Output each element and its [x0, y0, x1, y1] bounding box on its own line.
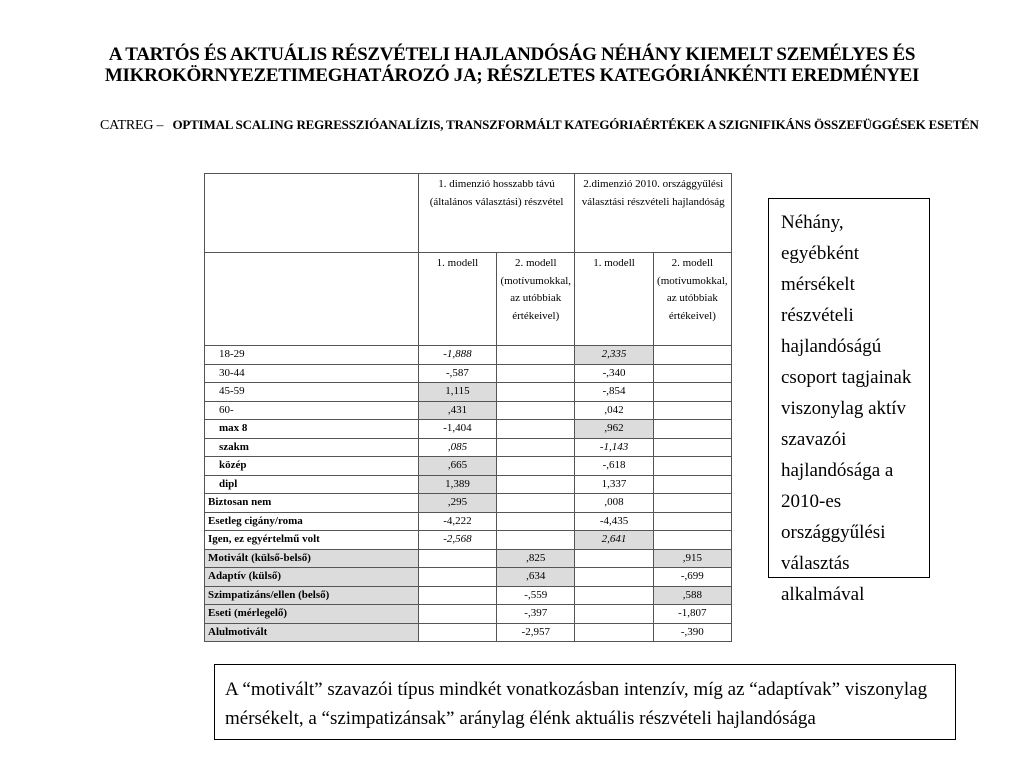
table-row — [205, 364, 732, 383]
table-row — [205, 346, 732, 365]
table-row — [205, 475, 732, 494]
row-label: Adaptív (külső) — [205, 568, 419, 587]
subtitle — [100, 117, 979, 134]
cell-c4 — [653, 364, 731, 383]
cell-c2: ,634 — [497, 568, 575, 587]
row-label: 30-44 — [205, 364, 419, 383]
side-note: Néhány, egyébként mérsékelt részvételi hajlandóságú csoport tagjainak viszonylag aktív szavazói hajlandósága a 2010-es országgyűlési választás alkalmával — [768, 198, 930, 578]
cell-c4 — [653, 494, 731, 513]
cell-c1: 1,115 — [418, 383, 496, 402]
table-header-row-dimensions — [205, 174, 732, 253]
row-label: 60- — [205, 401, 419, 420]
cell-c2 — [497, 401, 575, 420]
title-line-2: MIKROKÖRNYEZETIMEGHATÁROZÓ JA; RÉSZLETES KATEGÓRIÁNKÉNTI EREDMÉNYEI — [104, 65, 920, 86]
table-row — [205, 383, 732, 402]
row-label: szakm — [205, 438, 419, 457]
row-label: dipl — [205, 475, 419, 494]
cell-c1: -,587 — [418, 364, 496, 383]
table-row — [205, 401, 732, 420]
cell-c4: -,390 — [653, 623, 731, 642]
cell-c3: -,340 — [575, 364, 653, 383]
cell-c1: ,295 — [418, 494, 496, 513]
table-row — [205, 438, 732, 457]
title-line-1: A TARTÓS ÉS AKTUÁLIS RÉSZVÉTELI HAJLANDÓSÁG NÉHÁNY KIEMELT SZEMÉLYES ÉS — [108, 44, 916, 65]
cell-c4 — [653, 512, 731, 531]
row-label: Esetleg cigány/roma — [205, 512, 419, 531]
cell-c3: 2,335 — [575, 346, 653, 365]
cell-c4 — [653, 475, 731, 494]
page-title — [100, 44, 924, 86]
cell-c4: -,699 — [653, 568, 731, 587]
row-label: Biztosan nem — [205, 494, 419, 513]
cell-c1: ,665 — [418, 457, 496, 476]
cell-c3 — [575, 623, 653, 642]
cell-c2 — [497, 420, 575, 439]
row-label: Motivált (külső-belső) — [205, 549, 419, 568]
cell-c2 — [497, 512, 575, 531]
cell-c1 — [418, 549, 496, 568]
table-row — [205, 494, 732, 513]
cell-c2: ,825 — [497, 549, 575, 568]
cell-c2: -,559 — [497, 586, 575, 605]
table-row — [205, 623, 732, 642]
table-row — [205, 549, 732, 568]
header-model-1-dim1: 1. modell — [418, 253, 496, 346]
cell-c2 — [497, 494, 575, 513]
header-dimension-2: 2.dimenzió 2010. országgyűlési választási részvételi hajlandóság — [575, 174, 732, 253]
cell-c4: -1,807 — [653, 605, 731, 624]
cell-c4 — [653, 420, 731, 439]
cell-c3: -,618 — [575, 457, 653, 476]
subtitle-lead: CATREG – — [100, 118, 164, 133]
cell-c2: -,397 — [497, 605, 575, 624]
cell-c3: 1,337 — [575, 475, 653, 494]
cell-c1: -2,568 — [418, 531, 496, 550]
cell-c4 — [653, 457, 731, 476]
table-row — [205, 586, 732, 605]
cell-c3: -1,143 — [575, 438, 653, 457]
row-label: max 8 — [205, 420, 419, 439]
cell-c3 — [575, 568, 653, 587]
row-label: 18-29 — [205, 346, 419, 365]
cell-c4 — [653, 438, 731, 457]
subtitle-text: OPTIMAL SCALING REGRESSZIÓANALÍZIS, TRANSZFORMÁLT KATEGÓRIAÉRTÉKEK A SZIGNIFIKÁNS ÖSSZEFÜGGÉSEK ESETÉN — [172, 117, 979, 132]
header-model-2-dim1: 2. modell (motívumokkal, az utóbbiak értékeivel) — [497, 253, 575, 346]
cell-c4 — [653, 531, 731, 550]
cell-c3: ,042 — [575, 401, 653, 420]
cell-c1 — [418, 623, 496, 642]
cell-c4 — [653, 383, 731, 402]
results-table — [204, 173, 732, 642]
cell-c4: ,588 — [653, 586, 731, 605]
row-label: Eseti (mérlegelő) — [205, 605, 419, 624]
header-dimension-1: 1. dimenzió hosszabb távú (általános választási) részvétel — [418, 174, 575, 253]
cell-c2 — [497, 346, 575, 365]
cell-c3 — [575, 549, 653, 568]
cell-c3: 2,641 — [575, 531, 653, 550]
table-row — [205, 512, 732, 531]
cell-c3: ,962 — [575, 420, 653, 439]
cell-c1: ,085 — [418, 438, 496, 457]
table-header-empty — [205, 174, 419, 253]
cell-c1 — [418, 586, 496, 605]
cell-c1: -4,222 — [418, 512, 496, 531]
cell-c1: ,431 — [418, 401, 496, 420]
cell-c2 — [497, 364, 575, 383]
table-row — [205, 457, 732, 476]
table-row — [205, 420, 732, 439]
cell-c4 — [653, 401, 731, 420]
row-label: Igen, ez egyértelmű volt — [205, 531, 419, 550]
cell-c2 — [497, 531, 575, 550]
header-model-1-dim2: 1. modell — [575, 253, 653, 346]
cell-c1 — [418, 568, 496, 587]
row-label: Alulmotivált — [205, 623, 419, 642]
cell-c1: -1,888 — [418, 346, 496, 365]
cell-c1 — [418, 605, 496, 624]
row-label: Szimpatizáns/ellen (belső) — [205, 586, 419, 605]
cell-c3: -4,435 — [575, 512, 653, 531]
cell-c2: -2,957 — [497, 623, 575, 642]
cell-c2 — [497, 457, 575, 476]
table-row — [205, 531, 732, 550]
row-label: 45-59 — [205, 383, 419, 402]
cell-c3 — [575, 605, 653, 624]
cell-c3 — [575, 586, 653, 605]
header-model-2-dim2: 2. modell (motívumokkal, az utóbbiak értékeivel) — [653, 253, 731, 346]
table-header-row-models — [205, 253, 732, 346]
cell-c4 — [653, 346, 731, 365]
cell-c3: ,008 — [575, 494, 653, 513]
row-label: közép — [205, 457, 419, 476]
cell-c4: ,915 — [653, 549, 731, 568]
table-row — [205, 568, 732, 587]
table-row — [205, 605, 732, 624]
cell-c2 — [497, 438, 575, 457]
cell-c2 — [497, 475, 575, 494]
bottom-note: A “motivált” szavazói típus mindkét vonatkozásban intenzív, míg az “adaptívak” viszonylag mérsékelt, a “szimpatizánsak” aránylag élénk aktuális részvételi hajlandósága — [214, 664, 956, 740]
cell-c3: -,854 — [575, 383, 653, 402]
table-header-empty-2 — [205, 253, 419, 346]
cell-c1: 1,389 — [418, 475, 496, 494]
cell-c1: -1,404 — [418, 420, 496, 439]
cell-c2 — [497, 383, 575, 402]
